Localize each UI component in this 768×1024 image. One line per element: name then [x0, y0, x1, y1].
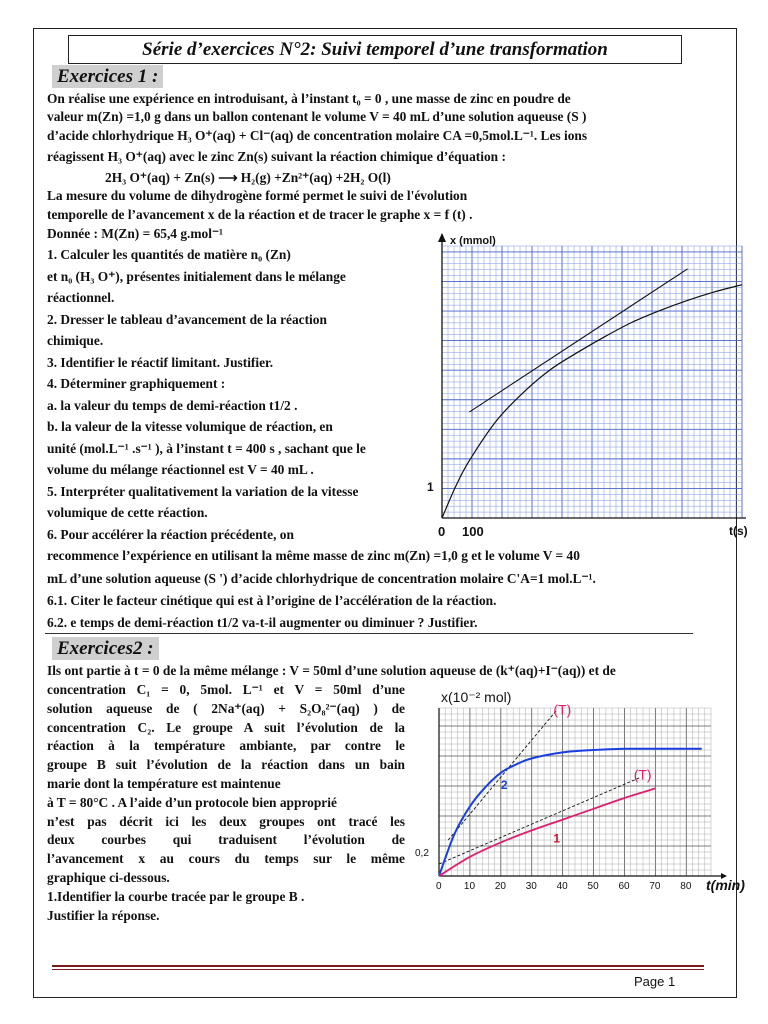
ex1-question-line: volumique de cette réaction.: [47, 505, 208, 520]
footer-rule-thin: [52, 969, 704, 970]
x-tick-label: 30: [525, 881, 537, 892]
ex1-after-3: 6.1. Citer le facteur cinétique qui est à l’origine de l’accélération de la réaction.: [47, 593, 497, 608]
tangent-label-mid: (T): [633, 766, 652, 783]
ex1-equation: 2H₃ O⁺(aq) + Zn(s) ⟶ H₂(g) +Zn²⁺(aq) +2H₂ O(l): [105, 170, 391, 185]
x-tick-label: 60: [618, 881, 630, 892]
curve-1: [439, 788, 655, 876]
x-tick-label: 20: [494, 881, 506, 892]
ex1-question-line: a. la valeur du temps de demi-réaction t1/2 .: [47, 397, 298, 413]
y-tick-label: 0,2: [415, 848, 429, 859]
x-tick-label: 0: [438, 524, 446, 539]
x-tick-label: 50: [587, 881, 599, 892]
ex2-text-line: réaction à la température ambiante, par contre le: [47, 738, 405, 754]
ex1-question-line: volume du mélange réactionnel est V = 40 mL .: [47, 462, 314, 477]
x-tick-label: 100: [462, 524, 484, 539]
ex1-after-2: mL d’une solution aqueuse (S ') d’acide chlorhydrique de concentration molaire C'A=1 mol.L⁻¹.: [47, 571, 596, 586]
ex1-question-line: 1. Calculer les quantités de matière n₀ (Zn): [47, 247, 291, 262]
ex1-line-1: On réalise une expérience en introduisant, à l’instant t₀ = 0 , une masse de zinc en poudre de: [47, 91, 571, 106]
ex1-line-7: temporelle de l’avancement x de la réaction et de tracer le graphe x = f (t) .: [47, 207, 473, 222]
ex2-text-line: à T = 80°C . A l’aide d’un protocole bien approprié: [47, 794, 337, 810]
x-tick-label: 40: [556, 881, 568, 892]
tangent-curve-1: [439, 778, 640, 864]
y-axis-label: x (mmol): [450, 235, 496, 247]
ex2-text-line: Justifier la réponse.: [47, 907, 160, 923]
ex2-paragraph: [47, 681, 405, 925]
ex1-line-6: La mesure du volume de dihydrogène formé permet le suivi de l'évolution: [47, 188, 468, 203]
ex2-text-line: concentration C₁ = 0, 5mol. L⁻¹ et V = 50ml d’une: [47, 682, 405, 697]
x-axis-label: t(min): [706, 877, 745, 893]
ex1-question-line: b. la valeur de la vitesse volumique de réaction, en: [47, 419, 333, 434]
ex1-question-line: et n₀ (H₃ O⁺), présentes initialement dans le mélange: [47, 268, 346, 284]
curve-2-label: 2: [500, 778, 508, 793]
ex2-text-line: concentration C₂. Le groupe A suit l’évolution de la: [47, 719, 405, 735]
ex1-line-3: d’acide chlorhydrique H₃ O⁺(aq) + Cl⁻(aq) de concentration molaire CA =0,5mol.L⁻¹. Les ions: [47, 128, 588, 143]
y-axis-label: x(10⁻² mol): [441, 690, 512, 705]
exercise2-heading: Exercices2 :: [52, 637, 159, 660]
x-tick-label: 70: [649, 881, 661, 892]
ex2-text-line: solution aqueuse de ( 2Na⁺(aq) + S₂O₈²⁻(aq) ) de: [47, 700, 405, 716]
ex2-text-line: groupe B suit l’évolution de la réaction dans un bain: [47, 757, 405, 773]
curve-1-label: 1: [553, 831, 561, 846]
x-tick-label: 80: [680, 881, 692, 892]
ex1-questions: [47, 244, 366, 545]
ex1-question-line: 2. Dresser le tableau d’avancement de la réaction: [47, 311, 327, 327]
x-tick-label: 10: [463, 881, 476, 892]
ex2-text-line: n’est pas décrit ici les deux groupes ont tracé les: [47, 813, 405, 829]
ex1-line-4: réagissent H₃ O⁺(aq) avec le zinc Zn(s) suivant la réaction chimique d’équation :: [47, 149, 506, 164]
section-divider: [45, 633, 693, 634]
ex2-text-line: graphique ci-dessous.: [47, 869, 170, 885]
chart-1-advancement: [420, 228, 750, 544]
ex1-after-4: 6.2. e temps de demi-réaction t1/2 va-t-il augmenter ou diminuer ? Justifier.: [47, 615, 478, 630]
ex1-line-2: valeur m(Zn) =1,0 g dans un ballon contenant le volume V = 40 mL d’une solution aqueuse (S ): [47, 109, 587, 124]
footer-rule: [52, 965, 704, 967]
ex1-question-line: 3. Identifier le réactif limitant. Justifier.: [47, 354, 274, 370]
ex1-question-line: réactionnel.: [47, 290, 115, 305]
ex1-question-line: 4. Déterminer graphiquement :: [47, 376, 226, 391]
page-title: Série d’exercices N°2: Suivi temporel d’une transformation: [68, 35, 682, 64]
y-axis-arrow: [438, 233, 446, 242]
x-tick-label: 0: [436, 881, 442, 892]
y-tick-label: 1: [427, 480, 434, 494]
ex1-question-line: chimique.: [47, 333, 104, 348]
ex1-after-1: recommence l’expérience en utilisant la même masse de zinc m(Zn) =1,0 g et le volume V = 40: [47, 548, 580, 563]
ex1-question-line: unité (mol.L⁻¹ .s⁻¹ ), à l’instant t = 400 s , sachant que le: [47, 440, 366, 456]
exercise1-heading: Exercices 1 :: [52, 65, 163, 88]
ex2-text-line: 1.Identifier la courbe tracée par le groupe B .: [47, 888, 305, 904]
ex2-text-line: l’avancement x au cours du temps sur le même: [47, 851, 405, 867]
chart-2-temperature: [415, 690, 745, 905]
ex1-question-line: 5. Interpréter qualitativement la variation de la vitesse: [47, 483, 359, 499]
tangent-label-top: (T): [553, 701, 572, 718]
ex1-line-8: Donnée : M(Zn) = 65,4 g.mol⁻¹: [47, 226, 224, 241]
ex2-text-line: marie dont la température est maintenue: [47, 775, 281, 791]
ex2-first-line: Ils ont partie à t = 0 de la même mélange : V = 50ml d’une solution aqueuse de (k⁺(aq)+I⁻(aq)) et de: [47, 663, 616, 678]
page-number: Page 1: [634, 974, 676, 989]
ex1-question-line: 6. Pour accélérer la réaction précédente, on: [47, 526, 294, 542]
ex2-text-line: deux courbes qui traduisent l’évolution de: [47, 832, 405, 848]
x-axis-label: t(s): [729, 524, 748, 538]
